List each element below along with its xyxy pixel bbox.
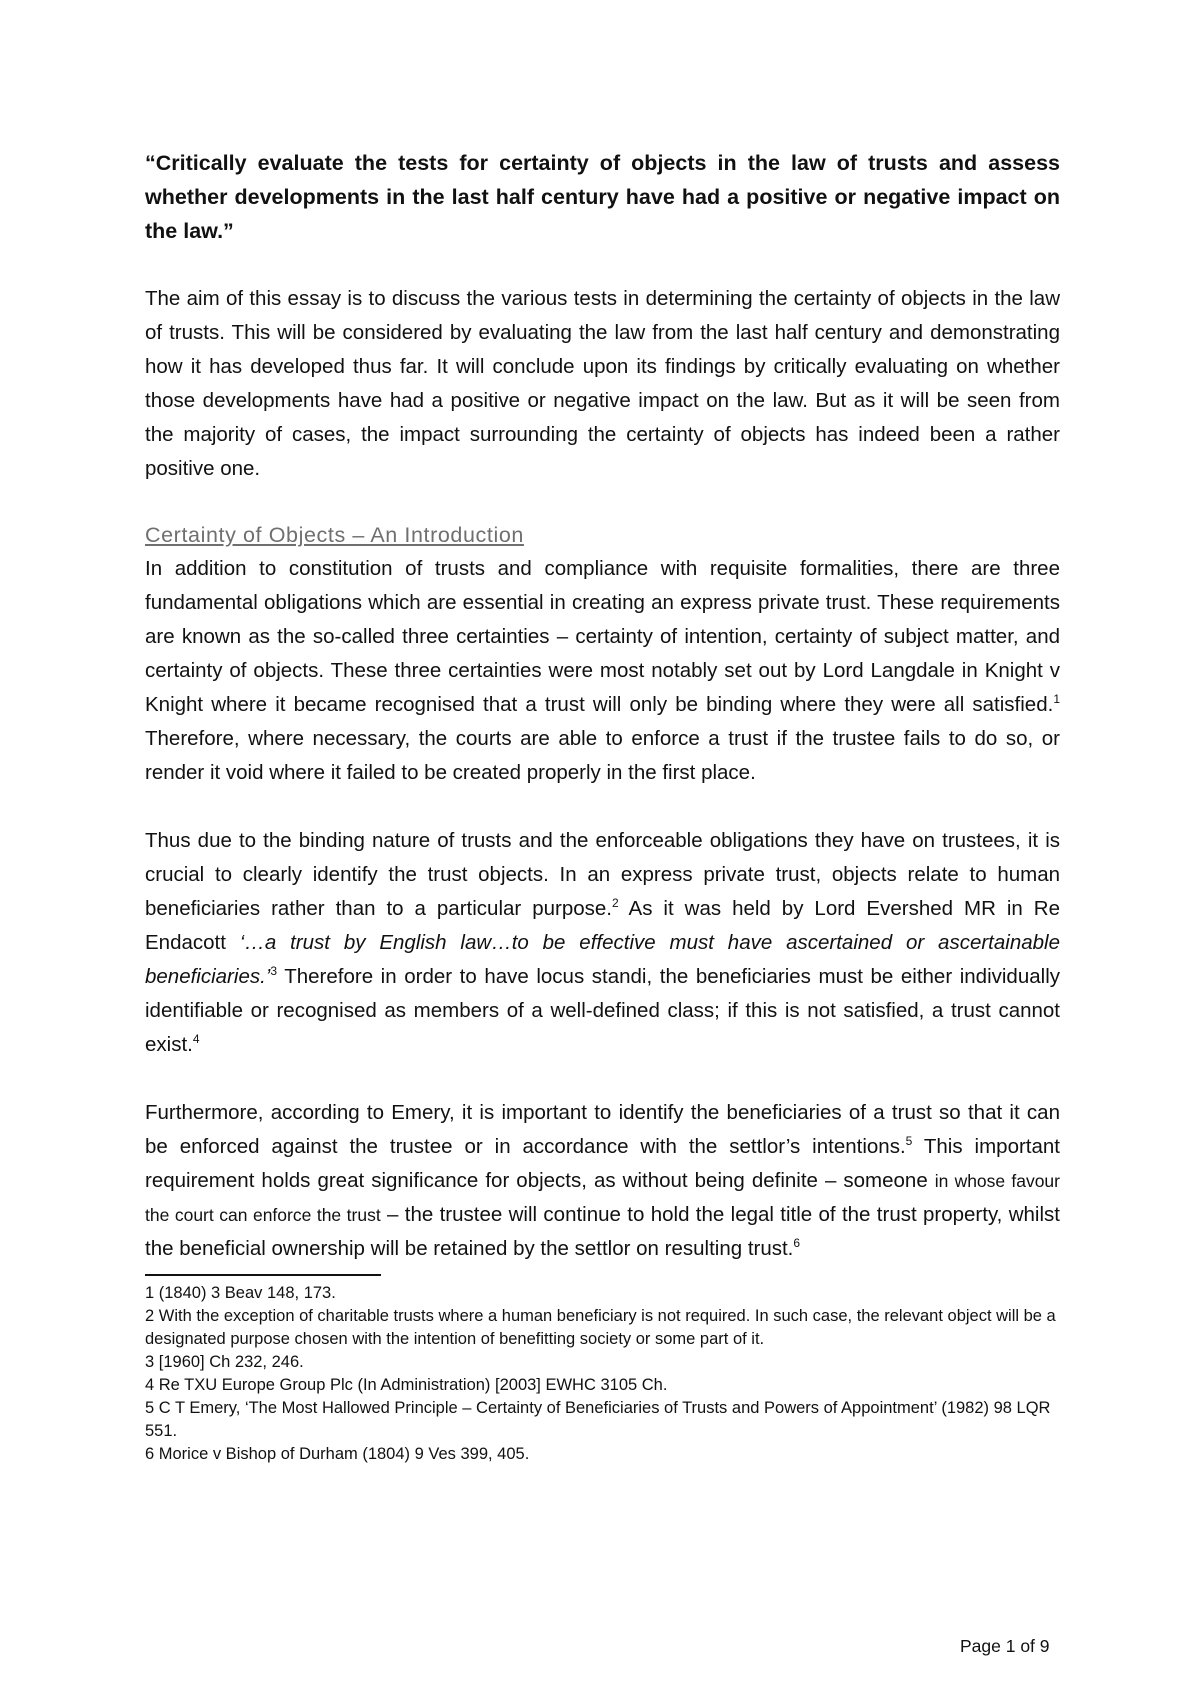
p3-small-text: in whose favour the court can enforce the trust [145,1171,1060,1225]
footnote-ref-1: 1 [1053,692,1060,707]
p2-text1: Thus due to the binding nature of trusts and the enforceable obligations they have on trustees, it is crucial to clearly identify the trust objects. In an express private trust, objects relate to human beneficiaries rather than to a particular purpose. [145,829,1060,920]
section-heading: Certainty of Objects – An Introduction [145,523,524,547]
footnote-ref-2: 2 [611,896,619,911]
paragraph-three-certainties [145,552,1060,790]
footnote-2: 2 With the exception of charitable trusts where a human beneficiary is not required. In such case, the relevant object will be a designated purpose chosen with the intention of benefitting society or some part of it. [145,1307,1056,1348]
footnote-ref-4: 4 [192,1032,200,1047]
footnote-1: 1 (1840) 3 Beav 148, 173. [145,1284,336,1302]
footnote-5: 5 C T Emery, ‘The Most Hallowed Principle – Certainty of Beneficiaries of Trusts and Powers of Appointment’ (1982) 98 LQR 551. [145,1399,1051,1440]
p3-text1: Furthermore, according to Emery, it is important to identify the beneficiaries of a trust so that it can be enforced against the trustee or in accordance with the settlor’s intentions. [145,1101,1060,1158]
paragraph-trust-objects [145,824,1060,1062]
footnote-6: 6 Morice v Bishop of Durham (1804) 9 Ves 399, 405. [145,1445,530,1463]
footnote-4: 4 Re TXU Europe Group Plc (In Administration) [2003] EWHC 3105 Ch. [145,1376,668,1394]
p1-text-after: Therefore, where necessary, the courts are able to enforce a trust if the trustee fails to do so, or render it void where it failed to be created properly in the first place. [145,727,1060,784]
footnote-ref-3: 3 [270,964,278,979]
footnote-separator [145,1274,381,1276]
footnote-ref-6: 6 [793,1236,801,1251]
footnote-ref-5: 5 [905,1134,913,1149]
p3-text2: This important requirement holds great significance for objects, as without being definite – someone [145,1135,1060,1192]
footnotes [145,1282,1060,1466]
endacott-quote: ‘…a trust by English law…to be effective must have ascertained or ascertainable beneficiaries.’ [145,931,1060,988]
paragraph-emery [145,1096,1060,1266]
page-content [145,146,1060,1466]
essay-question: “Critically evaluate the tests for certainty of objects in the law of trusts and assess whether developments in the last half century have had a positive or negative impact on the law.” [145,151,1060,243]
p3-text3: – the trustee will continue to hold the legal title of the trust property, whilst the beneficial ownership will be retained by the settlor on resulting trust. [145,1203,1060,1260]
page-number: Page 1 of 9 [960,1636,1050,1656]
p1-text: In addition to constitution of trusts and compliance with requisite formalities, there are three fundamental obligations which are essential in creating an express private trust. These requirements are known as the so-called three certainties – certainty of intention, certainty of subject matter, and certainty of objects. These three certainties were most notably set out by Lord Langdale in Knight v Knight where it became recognised that a trust will only be binding where they were all satisfied. [145,557,1060,716]
footnote-3: 3 [1960] Ch 232, 246. [145,1353,304,1371]
p2-text2: As it was held by Lord Evershed MR in Re Endacott [145,897,1060,954]
intro-paragraph: The aim of this essay is to discuss the various tests in determining the certainty of objects in the law of trusts. This will be considered by evaluating the law from the last half century and demonstrating how it has developed thus far. It will conclude upon its findings by critically evaluating on whether those developments have had a positive or negative impact on the law. But as it will be seen from the majority of cases, the impact surrounding the certainty of objects has indeed been a rather positive one. [145,287,1060,480]
p2-text3: Therefore in order to have locus standi, the beneficiaries must be either individually identifiable or recognised as members of a well-defined class; if this is not satisfied, a trust cannot exist. [145,965,1060,1056]
